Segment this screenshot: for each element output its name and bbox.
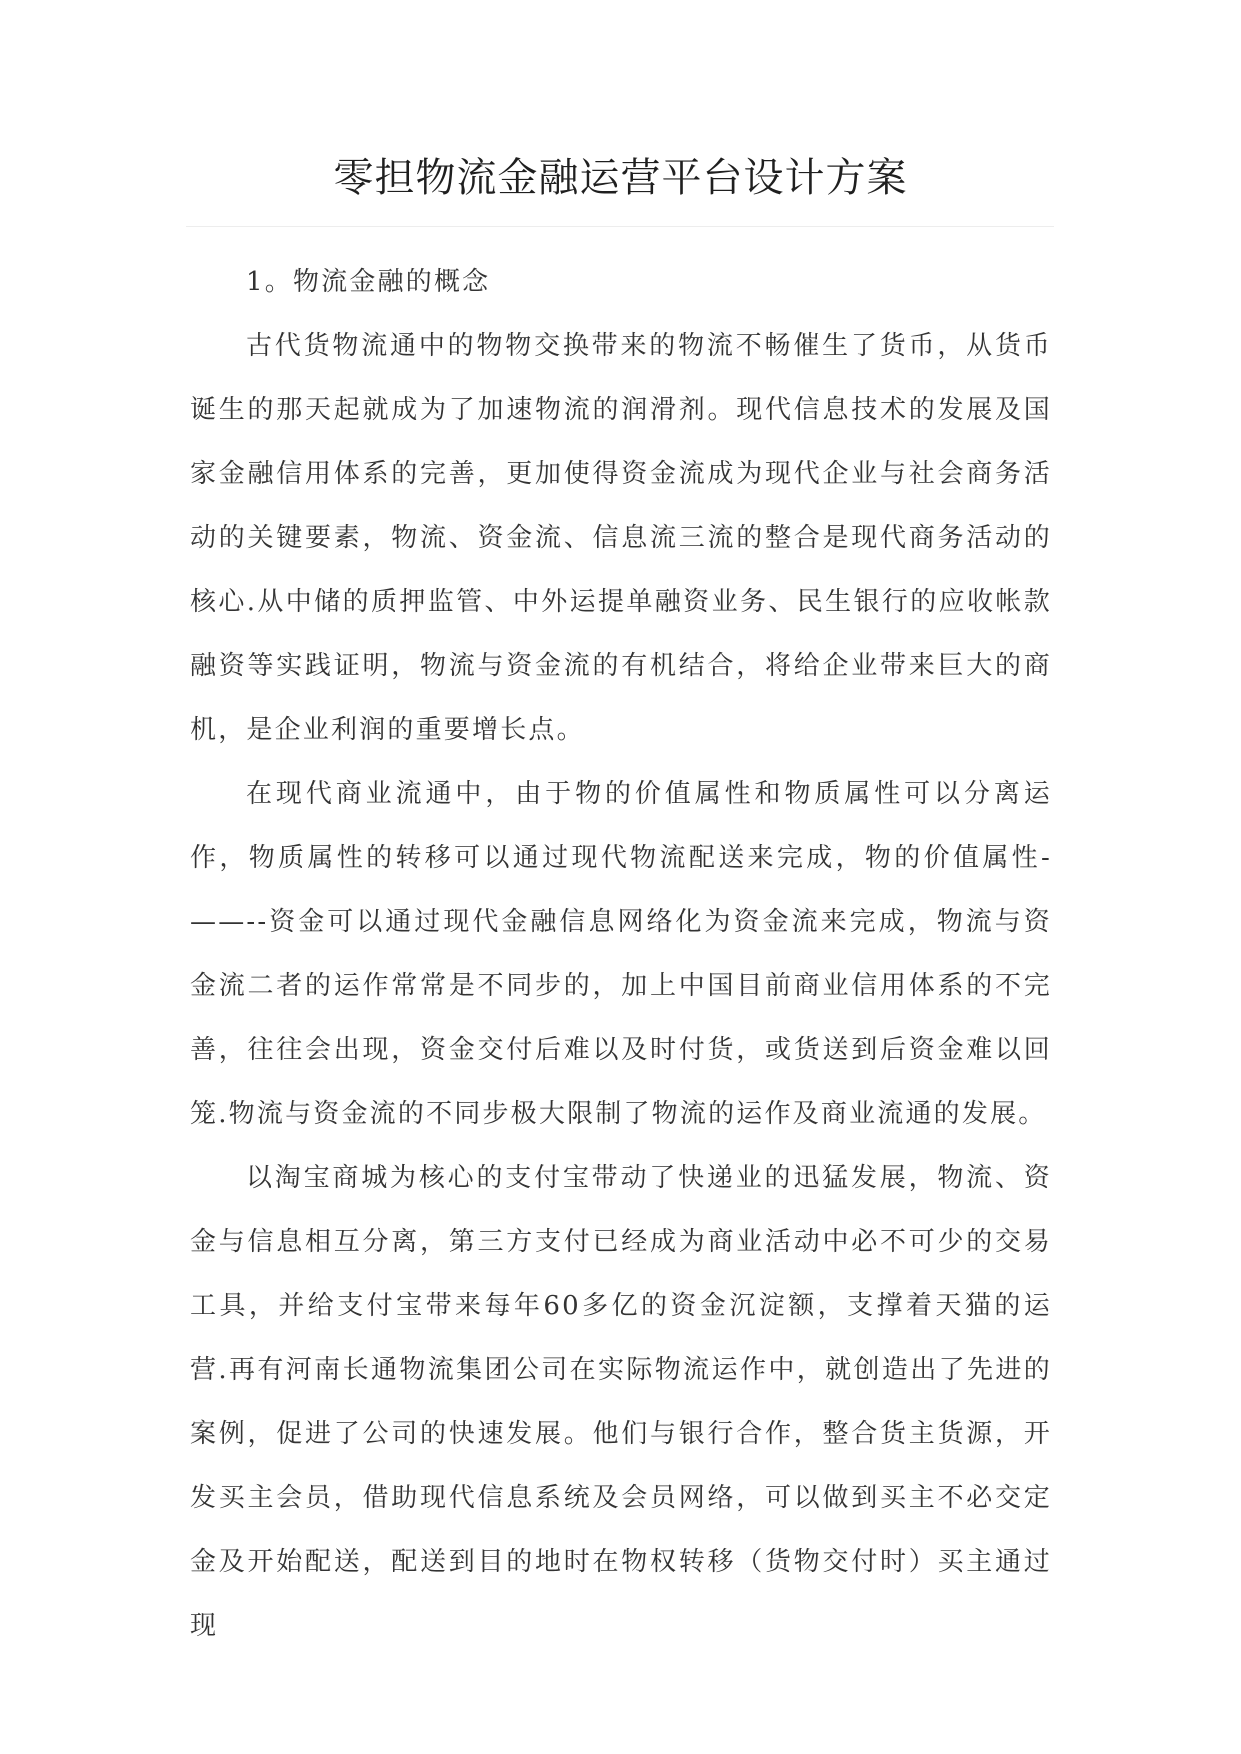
paragraph-3: 以淘宝商城为核心的支付宝带动了快递业的迅猛发展，物流、资金与信息相互分离，第三方支付已经成为商业活动中必不可少的交易工具，并给支付宝带来每年60多亿的资金沉淀额，支撑着天猫的运营.再有河南长通物流集团公司在实际物流运作中，就创造出了先进的案例，促进了公司的快速发展。他们与银行合作，整合货主货源，开发买主会员，借助现代信息系统及会员网络，可以做到买主不必交定金及开始配送，配送到目的地时在物权转移（货物交付时）买主通过现 — [190, 1163, 1052, 1641]
title-divider — [186, 226, 1054, 227]
document-body — [190, 250, 1052, 1658]
document-title: 零担物流金融运营平台设计方案 — [333, 155, 908, 201]
paragraph-1: 古代货物流通中的物物交换带来的物流不畅催生了货币，从货币诞生的那天起就成为了加速物流的润滑剂。现代信息技术的发展及国家金融信用体系的完善，更加使得资金流成为现代企业与社会商务活动的关键要素，物流、资金流、信息流三流的整合是现代商务活动的核心.从中储的质押监管、中外运提单融资业务、民生银行的应收帐款融资等实践证明，物流与资金流的有机结合，将给企业带来巨大的商机，是企业利润的重要增长点。 — [190, 331, 1052, 745]
section-heading: 1。物流金融的概念 — [246, 267, 491, 297]
paragraph-2: 在现代商业流通中，由于物的价值属性和物质属性可以分离运作，物质属性的转移可以通过现代物流配送来完成，物的价值属性-——--资金可以通过现代金融信息网络化为资金流来完成，物流与资金流二者的运作常常是不同步的，加上中国目前商业信用体系的不完善，往往会出现，资金交付后难以及时付货，或货送到后资金难以回笼.物流与资金流的不同步极大限制了物流的运作及商业流通的发展。 — [190, 779, 1052, 1129]
